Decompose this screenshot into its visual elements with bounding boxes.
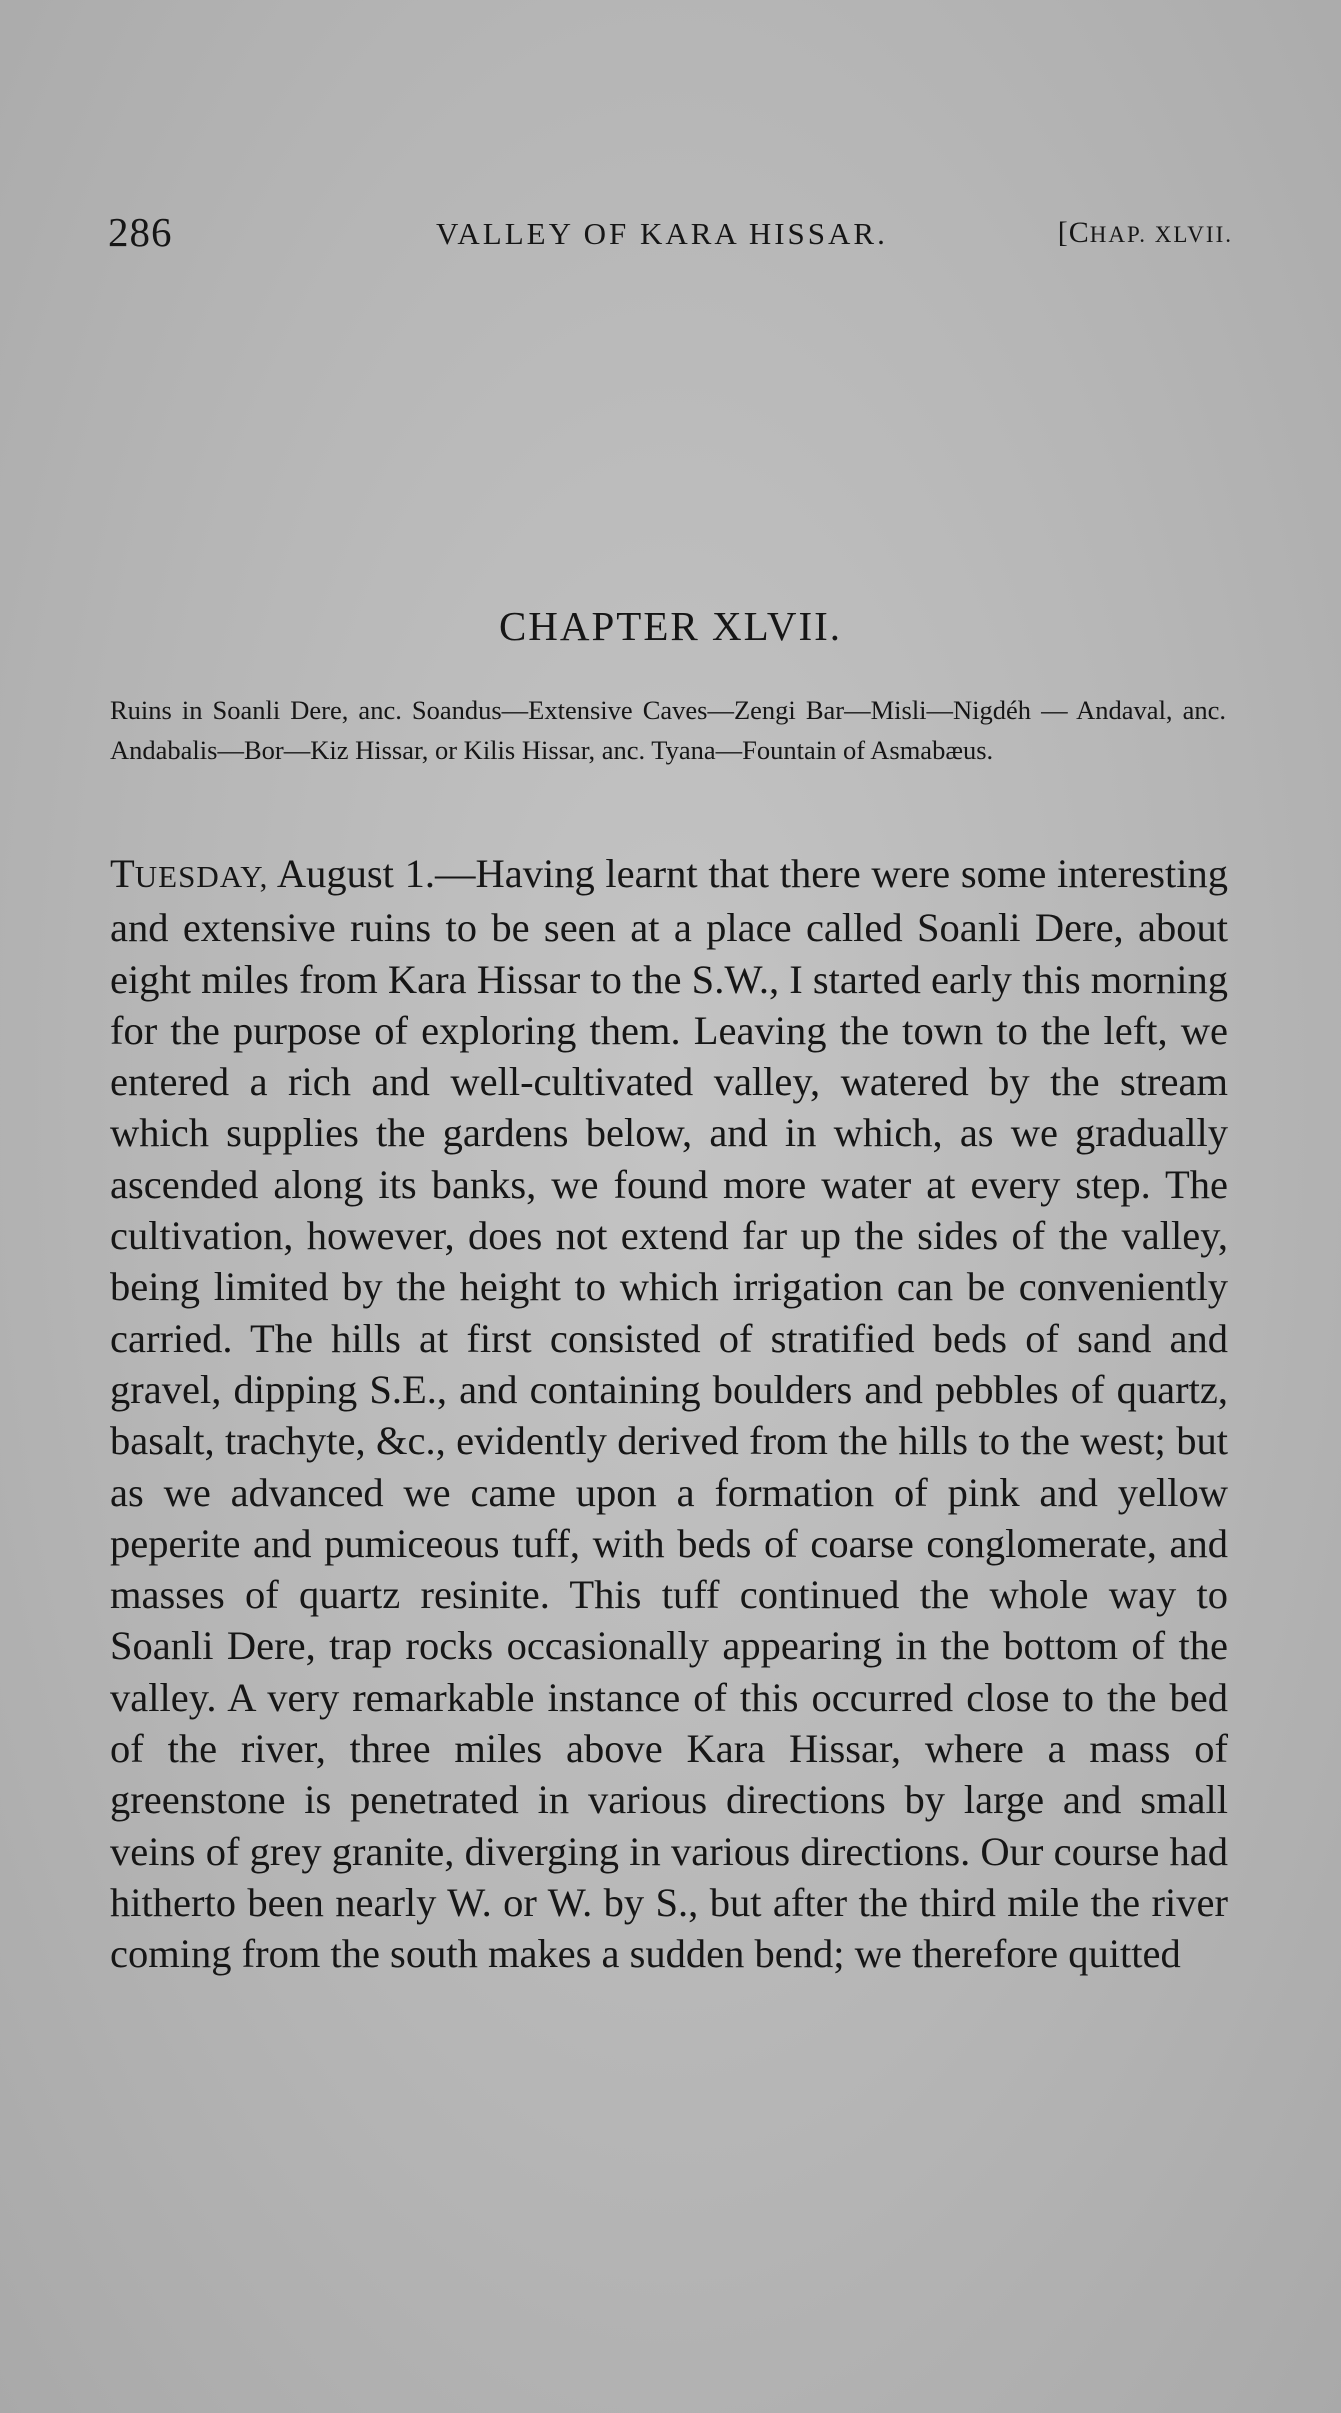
chapter-summary-text: Ruins in Soanli Dere, anc. Soandus—Extensive Caves—Zengi Bar—Misli—Nigdéh — Andaval, anc. Andabalis—Bor—Kiz Hissar, or Kilis Hissar, anc. Tyana—Fountain of Asmabæus. bbox=[110, 695, 1226, 765]
running-chapter-prefix: [C bbox=[1057, 216, 1090, 249]
day-heading-initial: T bbox=[110, 851, 135, 896]
body-paragraph bbox=[110, 848, 1228, 1980]
chapter-title: CHAPTER XLVII. bbox=[498, 603, 843, 649]
body-text: August 1.—Having learnt that there were some interesting and extensive ruins to be seen at a place called Soanli Dere, about eight miles from Kara Hissar to the S.W., I started early this morning for the purpose of exploring them. Leaving the town to the left, we entered a rich and well-cultivated valley, watered by the stream which supplies the gardens below, and in which, as we gradually ascended along its banks, we found more water at every step. The cultivation, however, does not extend far up the sides of the valley, being limited by the height to which irrigation can be conveniently carried. The hills at first consisted of stratified beds of sand and gravel, dipping S.E., and containing boulders and pebbles of quartz, basalt, trachyte, &c., evidently derived from the hills to the west; but as we advanced we came upon a formation of pink and yellow peperite and pumiceous tuff, with beds of coarse conglomerate, and masses of quartz resinite. This tuff continued the whole way to Soanli Dere, trap rocks occasionally appearing in the bottom of the valley. A very remarkable instance of this occurred close to the bed of the river, three miles above Kara Hissar, where a mass of greenstone is penetrated in various directions by large and small veins of grey granite, diverging in various directions. Our course had hitherto been nearly W. or W. by S., but after the third mile the river coming from the south makes a sudden bend; we therefore quitted bbox=[110, 851, 1228, 1977]
running-head bbox=[108, 208, 1233, 258]
page-number: 286 bbox=[108, 209, 173, 255]
day-heading-smallcaps: UESDAY, bbox=[134, 859, 269, 894]
day-heading bbox=[110, 851, 268, 896]
running-chapter-smallcaps: HAP. XLVII. bbox=[1089, 222, 1233, 247]
running-title: VALLEY OF KARA HISSAR. bbox=[436, 216, 888, 251]
running-chapter bbox=[1058, 216, 1233, 250]
chapter-summary bbox=[110, 690, 1226, 770]
